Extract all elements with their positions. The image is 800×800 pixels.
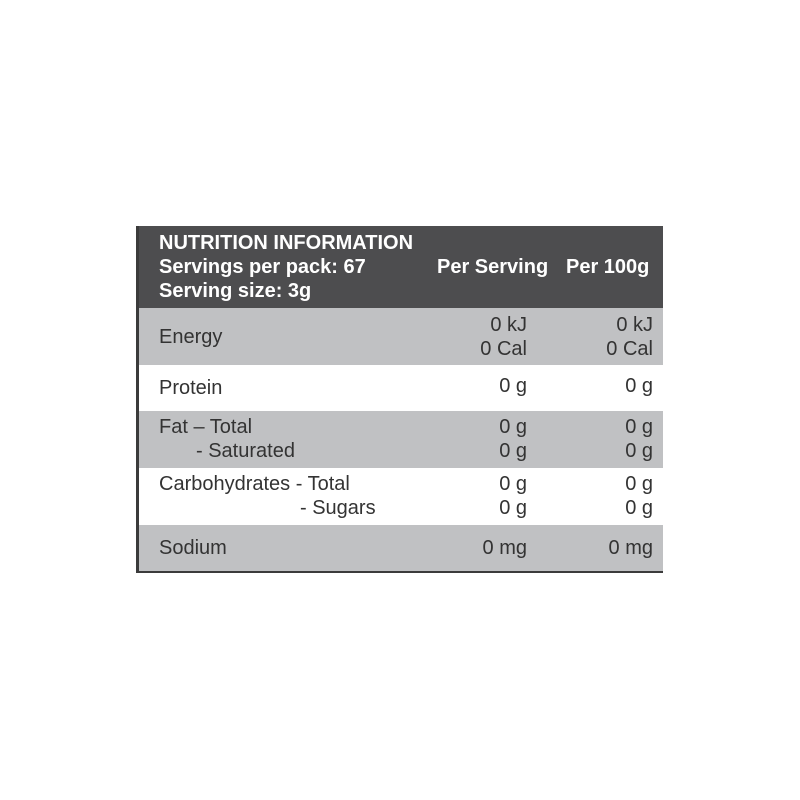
energy-label: Energy <box>159 326 223 348</box>
fat-total-per-serving: 0 g <box>499 416 527 438</box>
col-header-per-100g: Per 100g <box>566 256 650 278</box>
energy-per-100g-cal: 0 Cal <box>606 338 653 360</box>
nutrition-panel <box>136 226 663 573</box>
sodium-row <box>139 525 663 571</box>
sugars-per-serving: 0 g <box>499 497 527 519</box>
servings-per-pack: Servings per pack: 67 <box>159 256 366 278</box>
serving-size: Serving size: 3g <box>159 280 312 302</box>
nutrition-title: NUTRITION INFORMATION <box>159 232 414 254</box>
protein-per-100g: 0 g <box>625 375 653 397</box>
fat-saturated-per-serving: 0 g <box>499 440 527 462</box>
sodium-label: Sodium <box>159 537 227 559</box>
fat-total-per-100g: 0 g <box>625 416 653 438</box>
energy-per-100g-kj: 0 kJ <box>616 314 653 336</box>
fat-total-label: Fat – Total <box>159 416 253 438</box>
protein-per-serving: 0 g <box>499 375 527 397</box>
carbohydrates-total-label: Carbohydrates - Total <box>159 473 350 495</box>
energy-row <box>139 308 663 365</box>
sugars-per-100g: 0 g <box>625 497 653 519</box>
fat-saturated-label: - Saturated <box>196 440 295 462</box>
energy-per-serving-kj: 0 kJ <box>490 314 527 336</box>
fat-saturated-per-100g: 0 g <box>625 440 653 462</box>
nutrition-header <box>139 226 663 308</box>
carbohydrates-row <box>139 468 663 525</box>
sodium-per-serving: 0 mg <box>482 537 527 559</box>
carbohydrates-sugars-label: - Sugars <box>300 497 376 519</box>
fat-row <box>139 411 663 468</box>
sodium-per-100g: 0 mg <box>608 537 653 559</box>
col-header-per-serving: Per Serving <box>437 256 549 278</box>
protein-row <box>139 365 663 411</box>
carbohydrates-total-per-serving: 0 g <box>499 473 527 495</box>
carbohydrates-total-per-100g: 0 g <box>625 473 653 495</box>
protein-label: Protein <box>159 377 223 399</box>
energy-per-serving-cal: 0 Cal <box>480 338 527 360</box>
